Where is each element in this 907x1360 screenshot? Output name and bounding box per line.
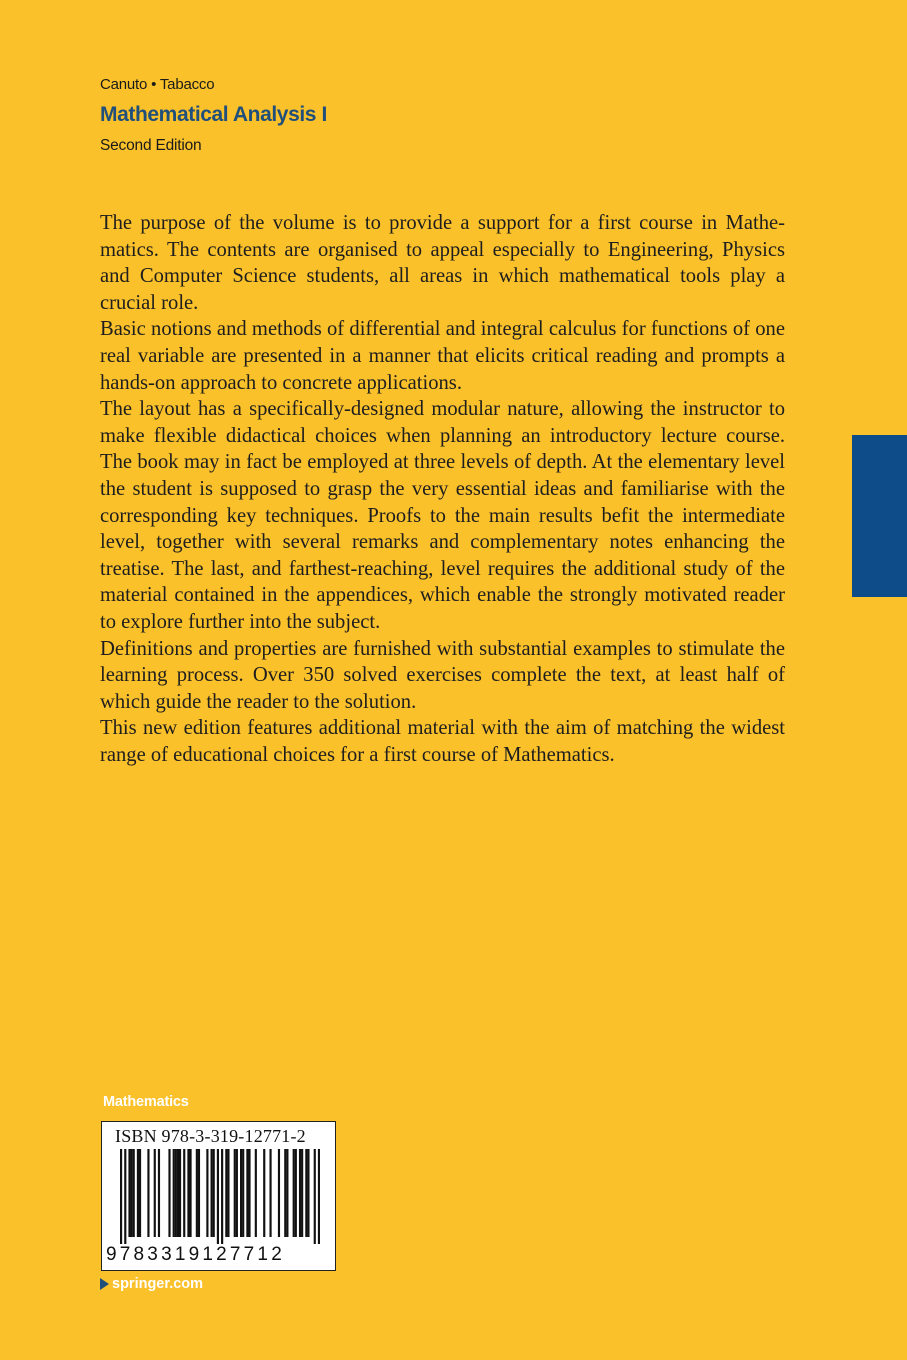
barcode-bar <box>314 1149 316 1244</box>
barcode-bar <box>154 1149 156 1237</box>
barcode-bar <box>299 1149 301 1237</box>
barcode-bar <box>234 1149 236 1237</box>
barcode-bar <box>263 1149 265 1237</box>
barcode-bar <box>211 1149 213 1237</box>
barcode-bar <box>133 1149 135 1237</box>
barcode-bar <box>225 1149 227 1237</box>
barcode-bar <box>183 1149 185 1237</box>
barcode-bar <box>242 1149 244 1237</box>
triangle-right-icon <box>100 1278 109 1290</box>
blurb <box>100 210 785 768</box>
barcode-bar <box>168 1149 170 1237</box>
barcode-bar <box>295 1149 297 1237</box>
barcode-bar <box>269 1149 271 1237</box>
barcode-bar <box>213 1149 215 1237</box>
barcode-bar <box>227 1149 229 1237</box>
barcode-bar <box>206 1149 208 1237</box>
barcode-bar <box>139 1149 141 1237</box>
barcode-bar <box>137 1149 139 1237</box>
barcode-bar <box>286 1149 288 1237</box>
publisher-link[interactable] <box>100 1276 203 1292</box>
isbn-barcode <box>101 1121 336 1271</box>
barcode-bar <box>217 1149 219 1244</box>
barcode-bar <box>147 1149 149 1237</box>
barcode-bar <box>198 1149 200 1237</box>
barcode-bar <box>278 1149 280 1237</box>
barcode-bar <box>293 1149 295 1237</box>
barcode-bar <box>128 1149 130 1237</box>
blurb-paragraph: Basic notions and methods of differential and integral calculus for functions of one real variable are presented in a manner that elicits critical reading and prompts a hands-on approach to concrete applications. <box>100 318 785 394</box>
barcode-bar <box>196 1149 198 1237</box>
barcode-bar <box>236 1149 238 1237</box>
blurb-paragraph: The purpose of the volume is to provide a support for a first course in Mathematics. The contents are organised to appeal especially to Engineering, Physics and Computer Science students, all areas in which mathematical tools play a crucial role. <box>100 212 785 314</box>
barcode-bar <box>307 1149 309 1237</box>
barcode-bar <box>158 1149 160 1237</box>
barcode-bar <box>318 1149 320 1244</box>
blurb-paragraph: Definitions and properties are furnished with substantial examples to stimulate the learning process. Over 350 solved exercises complete the text, at least half of which guide the reader to the solution. <box>100 637 785 713</box>
barcode-bar <box>221 1149 223 1244</box>
barcode-bar <box>187 1149 189 1237</box>
series-color-tab <box>852 435 907 597</box>
barcode-bar <box>177 1149 179 1237</box>
barcode-bar <box>301 1149 303 1237</box>
barcode-bar <box>179 1149 181 1237</box>
barcode-bar <box>120 1149 122 1244</box>
blurb-paragraph: This new edition features additional material with the aim of matching the widest range of educational choices for a first course of Mathematics. <box>100 717 785 766</box>
barcode-bar <box>305 1149 307 1237</box>
barcode-bar <box>284 1149 286 1237</box>
barcode-bar <box>189 1149 191 1237</box>
publisher-label: springer.com <box>112 1276 204 1292</box>
isbn-digits: 9783319127712 <box>106 1244 285 1265</box>
authors: Canuto • Tabacco <box>100 76 215 93</box>
barcode-icon <box>120 1149 320 1244</box>
barcode-bar <box>131 1149 133 1237</box>
barcode-bar <box>246 1149 248 1237</box>
barcode-bar <box>255 1149 257 1237</box>
book-title: Mathematical Analysis I <box>100 103 327 126</box>
barcode-bar <box>248 1149 250 1237</box>
barcode-bar <box>175 1149 177 1237</box>
barcode-bar <box>124 1149 126 1244</box>
subject-category: Mathematics <box>103 1094 189 1110</box>
barcode-bar <box>173 1149 175 1237</box>
edition: Second Edition <box>100 137 202 154</box>
isbn-label: ISBN 978-3-319-12771-2 <box>115 1126 306 1146</box>
barcode-bar <box>240 1149 242 1237</box>
blurb-paragraph: The layout has a specifically-designed modular nature, allowing the instructor to make flexible didactical choices when planning an introductory lecture course. The book may in fact be employed at three levels of depth. At the elementary level the student is supposed to grasp the very essential ideas and familiarise with the corresponding key techniques. Proofs to the main results befit the intermediate level, together with several remarks and complementary notes enhancing the treatise. The last, and farthest-reaching, level requires the additional study of the material contained in the appendices, which enable the strongly motivated reader to explore further into the subject. <box>100 398 785 633</box>
